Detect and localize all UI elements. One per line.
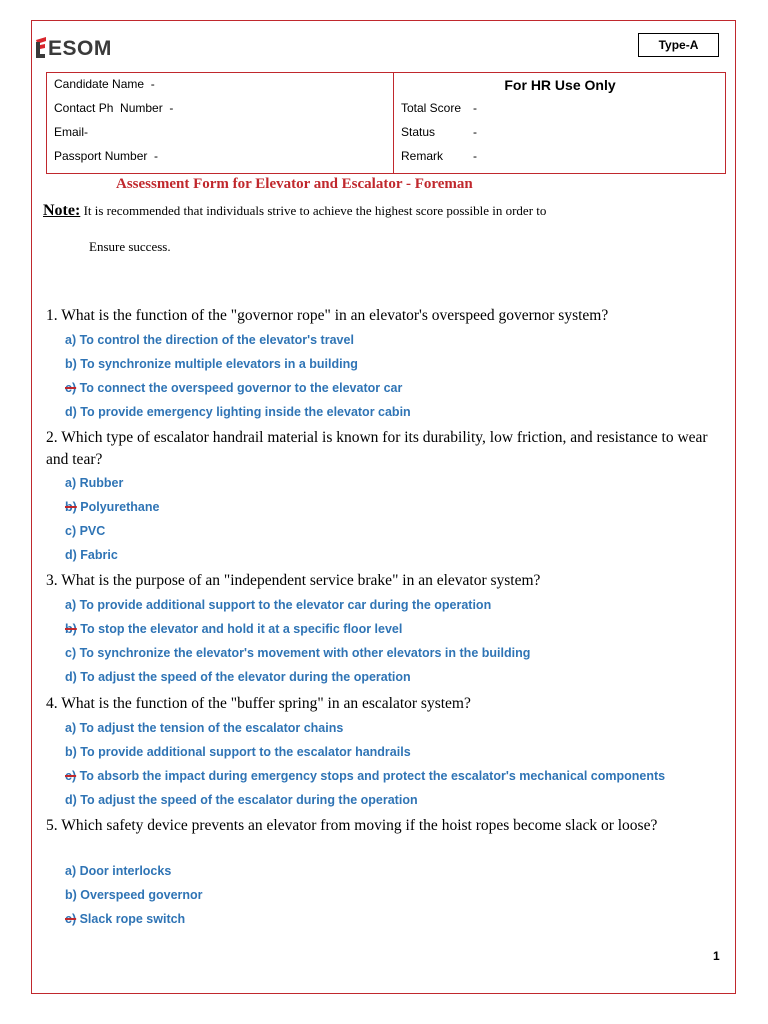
question-2: 2. Which type of escalator handrail material is known for its durability, low friction, and resistance to wear and tear? (46, 429, 708, 468)
info-table (46, 72, 726, 174)
option-prefix-selected: b) (65, 500, 77, 514)
question-1-option-a[interactable] (65, 333, 354, 347)
option-text: PVC (76, 524, 106, 538)
note-label: Note: (43, 202, 81, 219)
option-text: To provide additional support to the elevator car during the operation (76, 598, 492, 612)
passport-number-field: Passport Number - (54, 149, 159, 163)
note-text: It is recommended that individuals strive to achieve the highest score possible in order to (80, 203, 547, 218)
option-prefix: c) (65, 646, 77, 660)
option-text: To connect the overspeed governor to the elevator car (76, 381, 403, 395)
question-3-option-a[interactable] (65, 598, 491, 612)
option-text: To provide additional support to the escalator handrails (76, 745, 411, 759)
contact-number-field: Contact Ph Number - (54, 101, 174, 115)
hr-label: Total Score (401, 101, 462, 115)
option-prefix: a) (65, 721, 77, 735)
question-1-option-d[interactable] (65, 405, 411, 419)
option-prefix-selected: c) (65, 769, 77, 783)
option-prefix: d) (65, 793, 77, 807)
question-4: 4. What is the function of the "buffer spring" in an escalator system? (46, 695, 471, 712)
esom-logo-icon (34, 36, 48, 62)
option-prefix: b) (65, 357, 77, 371)
hr-label: Remark (401, 149, 444, 163)
esom-logo (34, 33, 112, 65)
option-prefix: a) (65, 598, 77, 612)
option-prefix: b) (65, 888, 77, 902)
option-prefix: a) (65, 476, 77, 490)
hr-total-score (401, 99, 725, 123)
option-text: To provide emergency lighting inside the elevator cabin (76, 405, 411, 419)
question-1-option-c[interactable] (65, 381, 402, 395)
option-prefix-selected: c) (65, 912, 77, 926)
email-field: Email- (54, 125, 89, 139)
option-text: Rubber (76, 476, 124, 490)
option-prefix-selected: b) (65, 622, 77, 636)
page-number: 1 (713, 949, 720, 963)
option-text: To adjust the tension of the escalator chains (76, 721, 344, 735)
note-text-continued: Ensure success. (89, 239, 171, 254)
question-2-option-a[interactable] (65, 476, 123, 490)
question-3-option-d[interactable] (65, 670, 411, 684)
option-text: Polyurethane (76, 500, 160, 514)
type-label: Type-A (638, 33, 719, 57)
option-prefix: b) (65, 745, 77, 759)
hr-title: For HR Use Only (504, 77, 616, 93)
option-text: Fabric (76, 548, 118, 562)
option-text: To synchronize the elevator's movement with other elevators in the building (76, 646, 531, 660)
logo-text: ESOM (48, 37, 112, 60)
page-title: Assessment Form for Elevator and Escalator - Foreman (116, 176, 473, 192)
question-2-option-c[interactable] (65, 524, 105, 538)
option-prefix: d) (65, 405, 77, 419)
hr-status (401, 123, 725, 147)
question-4-option-a[interactable] (65, 721, 343, 735)
candidate-name-field: Candidate Name - (54, 77, 155, 91)
option-text: To stop the elevator and hold it at a specific floor level (76, 622, 403, 636)
option-prefix: a) (65, 864, 77, 878)
question-5-option-b[interactable] (65, 888, 203, 902)
question-5: 5. Which safety device prevents an elevator from moving if the hoist ropes become slack or loose? (46, 817, 658, 834)
question-1: 1. What is the function of the "governor rope" in an elevator's overspeed governor system? (46, 307, 609, 324)
question-5-option-a[interactable] (65, 864, 171, 878)
question-2-option-b[interactable] (65, 500, 159, 514)
option-prefix-selected: c) (65, 381, 77, 395)
option-prefix: d) (65, 670, 77, 684)
option-text: Door interlocks (76, 864, 172, 878)
option-prefix: d) (65, 548, 77, 562)
candidate-info (47, 73, 394, 173)
option-prefix: c) (65, 524, 77, 538)
hr-value: - (473, 101, 477, 115)
question-4-option-d[interactable] (65, 793, 418, 807)
hr-label: Status (401, 125, 436, 139)
option-text: To synchronize multiple elevators in a building (76, 357, 358, 371)
question-3-option-c[interactable] (65, 646, 530, 660)
hr-value: - (473, 149, 477, 163)
note (43, 202, 546, 220)
option-text: Overspeed governor (76, 888, 203, 902)
question-4-option-c[interactable] (65, 769, 665, 783)
hr-section (394, 73, 725, 173)
option-text: To absorb the impact during emergency stops and protect the escalator's mechanical components (76, 769, 666, 783)
question-3-option-b[interactable] (65, 622, 402, 636)
option-text: Slack rope switch (76, 912, 186, 926)
question-1-option-b[interactable] (65, 357, 358, 371)
option-text: To adjust the speed of the elevator during the operation (76, 670, 411, 684)
question-3: 3. What is the purpose of an "independent service brake" in an elevator system? (46, 572, 541, 589)
option-prefix: a) (65, 333, 77, 347)
question-4-option-b[interactable] (65, 745, 411, 759)
hr-value: - (473, 125, 477, 139)
option-text: To control the direction of the elevator's travel (76, 333, 354, 347)
option-text: To adjust the speed of the escalator during the operation (76, 793, 418, 807)
hr-remark (401, 147, 725, 171)
question-5-option-c[interactable] (65, 912, 185, 926)
question-2-option-d[interactable] (65, 548, 118, 562)
